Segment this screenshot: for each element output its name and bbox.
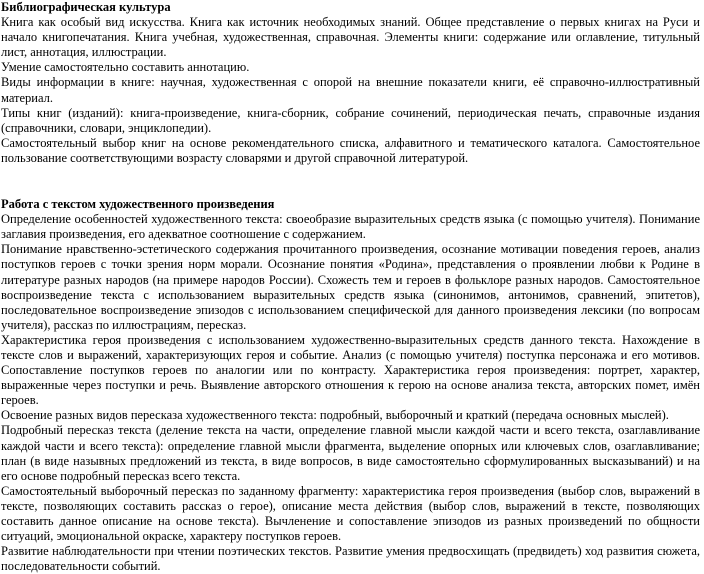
section-heading-bibliographic-culture: Библиографическая культура bbox=[1, 0, 171, 14]
paragraph: Типы книг (изданий): книга-произведение, книга-сборник, собрание сочинений, периодическая печать, справочные издания (справочники, словари, энциклопедии). bbox=[1, 105, 700, 135]
section-heading-text-work: Работа с текстом художественного произведения bbox=[1, 197, 275, 212]
section-spacer bbox=[1, 166, 700, 197]
paragraph: Подробный пересказ текста (деление текста на части, определение главной мысли каждой части и всего текста, озаглавливание каждой части и всего текста): определение главной мысли фрагмента, выделение опорных или ключевых слов, озаглавливание; план (в виде назывных предложений из текста, в виде вопросов, в виде самостоятельно сформулированных высказываний) и на его основе подробный пересказ всего текста. bbox=[1, 423, 700, 483]
paragraph: Развитие наблюдательности при чтении поэтических текстов. Развитие умения предвосхищать (предвидеть) ход развития сюжета, последовательности событий. bbox=[1, 544, 700, 574]
paragraph: Самостоятельный выборочный пересказ по заданному фрагменту: характеристика героя произведения (выбор слов, выражений в тексте, позволяющих составить рассказ о герое), описание места действия (выбор слов, выражений в тексте, позволяющих составить данное описание на основе текста). Вычленение и сопоставление эпизодов из разных произведений по общности ситуаций, эмоциональной окраске, характеру поступков героев. bbox=[1, 483, 700, 544]
paragraph: Книга как особый вид искусства. Книга как источник необходимых знаний. Общее представление о первых книгах на Руси и начало книгопечатания. Книга учебная, художественная, справочная. Элементы книги: содержание или оглавление, титульный лист, аннотация, иллюстрации. bbox=[1, 15, 700, 60]
paragraph: Самостоятельный выбор книг на основе рекомендательного списка, алфавитного и тематического каталога. Самостоятельное пользование соответствующими возрасту словарями и другой справочной литературой. bbox=[1, 135, 700, 165]
paragraph: Умение самостоятельно составить аннотацию. bbox=[1, 60, 250, 75]
paragraph: Виды информации в книге: научная, художественная с опорой на внешние показатели книги, её справочно-иллюстративный материал. bbox=[1, 75, 700, 105]
paragraph: Определение особенностей художественного текста: своеобразие выразительных средств языка (с помощью учителя). Понимание заглавия произведения, его адекватное соотношение с содержанием. bbox=[1, 212, 700, 242]
paragraph: Характеристика героя произведения с использованием художественно-выразительных средств данного текста. Нахождение в тексте слов и выражений, характеризующих героя и событие. Анализ (с помощью учителя) поступка персонажа и его мотивов. Сопоставление поступков героев по аналогии или по контрасту. Характеристика героя произведения: портрет, характер, выраженные через поступки и речь. Выявление авторского отношения к герою на основе анализа текста, авторских помет, имён героев. bbox=[1, 332, 700, 408]
paragraph: Освоение разных видов пересказа художественного текста: подробный, выборочный и краткий (передача основных мыслей). bbox=[1, 408, 669, 423]
paragraph: Понимание нравственно-эстетического содержания прочитанного произведения, осознание мотивации поведения героев, анализ поступков героев с точки зрения норм морали. Осознание понятия «Родина», представления о проявлении любви к Родине в литературе разных народов (на примере народов России). Схожесть тем и героев в фольклоре разных народов. Самостоятельное воспроизведение текста с использованием выразительных средств языка (синонимов, антонимов, сравнений, эпитетов), последовательное воспроизведение эпизодов с использованием специфической для данного произведения лексики (по вопросам учителя), рассказ по иллюстрациям, пересказ. bbox=[1, 242, 700, 332]
